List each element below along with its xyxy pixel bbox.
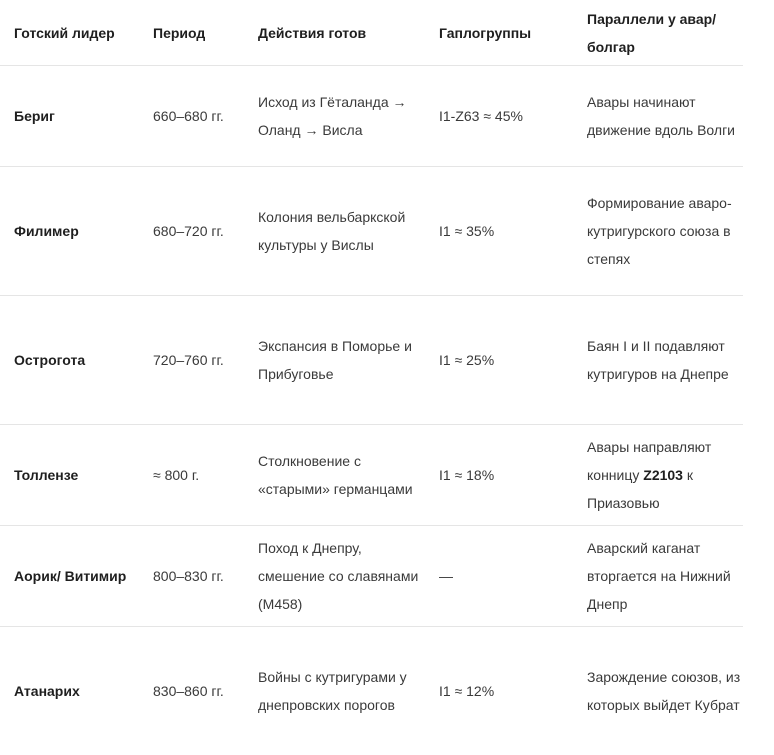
header-haplogroups: Гаплогруппы [425, 0, 573, 66]
header-actions: Действия готов [244, 0, 425, 66]
cell-actions: Экспансия в Поморье и Прибуговье [244, 296, 425, 425]
cell-leader: Бериг [0, 66, 139, 167]
cell-leader: Филимер [0, 167, 139, 296]
cell-haplogroup: I1 ≈ 12% [425, 627, 573, 755]
cell-haplogroup: I1 ≈ 25% [425, 296, 573, 425]
cell-leader: Аорик/ Витимир [0, 526, 139, 627]
table-row [0, 526, 743, 627]
cell-period: 660–680 гг. [139, 66, 244, 167]
cell-leader: Острогота [0, 296, 139, 425]
cell-period: 720–760 гг. [139, 296, 244, 425]
table-row [0, 296, 743, 425]
cell-haplogroup: I1-Z63 ≈ 45% [425, 66, 573, 167]
table-row [0, 66, 743, 167]
cell-period: 800–830 гг. [139, 526, 244, 627]
cell-actions: Исход из Гёталанда → Оланд → Висла [244, 66, 425, 167]
cell-period: ≈ 800 г. [139, 425, 244, 526]
haplogroup-z2103-highlight: Z2103 [643, 467, 683, 483]
table-row [0, 627, 743, 755]
cell-parallels: Баян I и II подавляют кутригуров на Днепре [573, 296, 743, 425]
parallels-text-post: к Приазовью [587, 467, 693, 511]
table-row [0, 167, 743, 296]
cell-actions: Войны с кутригурами у днепровских порогов [244, 627, 425, 755]
cell-parallels: Зарождение союзов, из которых выйдет Кубрат [573, 627, 743, 755]
cell-period: 830–860 гг. [139, 627, 244, 755]
cell-actions: Столкновение с «старыми» германцами [244, 425, 425, 526]
table-header-row [0, 0, 743, 66]
cell-actions: Колония вельбаркской культуры у Вислы [244, 167, 425, 296]
cell-parallels: Аварский каганат вторгается на Нижний Днепр [573, 526, 743, 627]
cell-leader: Толлензе [0, 425, 139, 526]
header-period: Период [139, 0, 244, 66]
cell-parallels [573, 425, 743, 526]
cell-haplogroup: — [425, 526, 573, 627]
cell-leader: Атанарих [0, 627, 139, 755]
parallels-text-pre: Авары направляют конницу [587, 439, 711, 483]
cell-haplogroup: I1 ≈ 35% [425, 167, 573, 296]
table-row [0, 425, 743, 526]
cell-parallels: Формирование аваро-кутригурского союза в степях [573, 167, 743, 296]
cell-haplogroup: I1 ≈ 18% [425, 425, 573, 526]
header-parallels: Параллели у авар/болгар [573, 0, 743, 66]
header-leader: Готский лидер [0, 0, 139, 66]
cell-period: 680–720 гг. [139, 167, 244, 296]
cell-actions: Поход к Днепру, смешение со славянами (M458) [244, 526, 425, 627]
cell-parallels: Авары начинают движение вдоль Волги [573, 66, 743, 167]
